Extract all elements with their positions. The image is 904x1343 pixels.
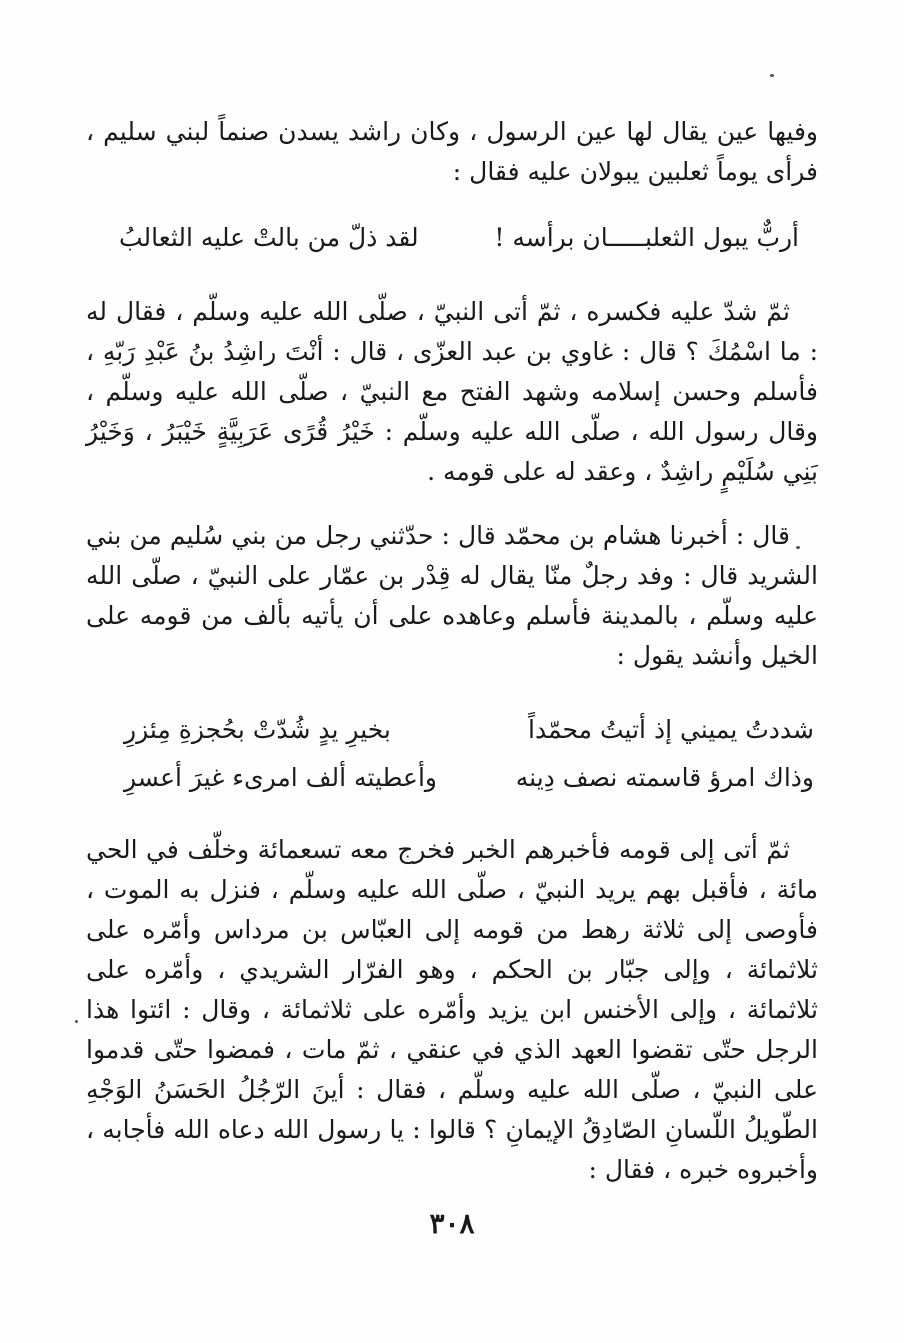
verse-first-hemistich: شددتُ يميني إذ أتيتُ محمّداً: [528, 715, 814, 744]
verse-first-hemistich: وذاك امرؤ قاسمته نصف دِينه: [515, 763, 814, 792]
paragraph-hisham: [86, 516, 818, 676]
print-speck: [770, 74, 774, 77]
verse-second-hemistich: لقد ذلّ من بالتْ عليه الثعالبُ: [119, 223, 419, 252]
paragraph-text: ثمّ أتى إلى قومه فأخبرهم الخبر فخرج معه تسعمائة وخلّف في الحي مائة ، فأقبل بهم يريد النبيّ ، صلّى الله عليه وسلّم ، فنزل به الموت ، فأوصى إلى ثلاثة رهط من قومه إلى العبّاس بن مرداس وأمّره على ثلاثمائة ، وإلى جبّار بن الحكم ، وهو الفرّار الشريدي ، وأمّره على ثلاثمائة ، وإلى الأخنس ابن يزيد وأمّره على ثلاثمائة ، وقال : ائتوا هذا الرجل حتّى تقضوا العهد الذي في عنقي ، ثمّ مات ، فمضوا حتّى قدموا على النبيّ ، صلّى الله عليه وسلّم ، فقال : أينَ الرّجُلُ الحَسَنُ الوَجْهِ الطّويلُ اللّسانِ الصّادِقُ الإيمانِ ؟ قالوا : يا رسول الله دعاه الله فأجابه ، وأخبروه خبره ، فقال :: [86, 835, 818, 1184]
paragraph-text: قال : أخبرنا هشام بن محمّد قال : حدّثني رجل من بني سُليم من بني الشريد قال : وفد رجلٌ منّا يقال له قِدْر بن عمّار على النبيّ ، صلّى الله عليه وسلّم ، بالمدينة فأسلم وعاهده على أن يأتيه بألف من قومه على الخيل وأنشد يقول :: [86, 521, 818, 670]
poem-verse: [119, 218, 799, 258]
verse-second-hemistich: بخيرِ يدٍ شُدّتْ بحُجزةِ مِئزرِ: [124, 715, 391, 744]
verse-first-hemistich: أربٌّ يبول الثعلبـــــان برأسه !: [494, 223, 799, 252]
print-speck: [75, 1020, 78, 1023]
poem-verse: [124, 710, 814, 750]
paragraph-text: ثمّ شدّ عليه فكسره ، ثمّ أتى النبيّ ، صلّى الله عليه وسلّم ، فقال له : ما اسْمُكَ ؟ قال : غاوي بن عبد العزّى ، قال : أنْتَ راشِدُ بنُ عَبْدِ رَبّهِ ، فأسلم وحسن إسلامه وشهد الفتح مع النبيّ ، صلّى الله عليه وسلّم ، وقال رسول الله ، صلّى الله عليه وسلّم : خَيْرُ قُرًى عَرَبِيَّةٍ خَيْبَرُ ، وَخَيْرُ بَنِي سُلَيْمٍ راشِدٌ ، وعقد له على قومه .: [86, 297, 818, 486]
poem-verse: [124, 758, 814, 798]
verse-second-hemistich: وأعطيته ألف امرىء غيرَ أعسرِ: [124, 763, 437, 792]
page-number: ٣٠٨: [429, 1207, 475, 1240]
paragraph-intro: [86, 112, 818, 192]
paragraph-rashid: [86, 292, 818, 492]
paragraph-text: وفيها عين يقال لها عين الرسول ، وكان راشد يسدن صنماً لبني سليم ، فرأى يوماً ثعلبين يبولان عليه فقال :: [86, 117, 818, 186]
paragraph-qidr: [86, 830, 818, 1190]
